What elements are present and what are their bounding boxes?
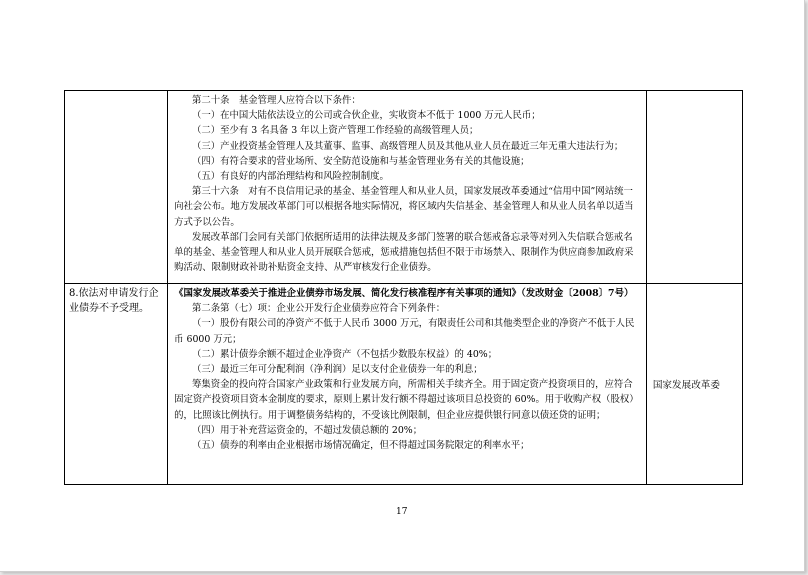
paragraph: （一）股份有限公司的净资产不低于人民币 3000 万元，有限责任公司和其他类型企业的净资产不低于人民币 6000 万元； — [174, 318, 635, 345]
paragraph: 筹集资金的投向符合国家产业政策和行业发展方向，所需相关手续齐全。用于固定资产投资项目的，应符合固定资产投资项目资本金制度的要求，原则上累计发行额不得超过该项目总投资的 60%。用于收购产权（股权）的，比照该比例执行。用于调整债务结构的，不受该比例限制，但企业应提供银行同意以债还贷的证明； — [174, 379, 639, 421]
paragraph: 发展改革部门会同有关部门依据所适用的法律法规及多部门签署的联合惩戒备忘录等对列入失信联合惩戒名单的基金、基金管理人和从业人员开展联合惩戒，惩戒措施包括但不限于市场禁入、限制作为供应商参加政府采购活动、限制财政补助补贴资金支持、从严审核发行企业债券。 — [174, 231, 634, 274]
paragraph: （三）产业投资基金管理人及其董事、监事、高级管理人员及其他从业人员在最近三年无重大违法行为； — [192, 140, 624, 152]
paragraph: （二）至少有 3 名具备 3 年以上资产管理工作经验的高级管理人员； — [192, 125, 479, 137]
paragraph: （五）有良好的内部治理结构和风险控制制度。 — [192, 171, 389, 183]
paragraph: （二）累计债券余额不超过企业净资产（不包括少数股东权益）的 40%； — [192, 348, 498, 360]
document-heading: 《国家发展改革委关于推进企业债券市场发展、简化发行核准程序有关事项的通知》（发改财金〔2008〕7号） — [174, 288, 634, 299]
paragraph: （一）在中国大陆依法设立的公司或合伙企业，实收资本不低于 1000 万元人民币； — [192, 110, 541, 122]
table-row — [65, 91, 743, 284]
paragraph: 第二条第（七）项：企业公开发行企业债券应符合下列条件： — [192, 303, 446, 315]
paragraph: 第三十六条 对有不良信用记录的基金、基金管理人和从业人员，国家发展改革委通过“信用中国”网站统一向社会公布。地方发展改革部门可以根据各地实际情况，将区域内失信基金、基金管理人和从业人员名单以适当方式予以公告。 — [174, 186, 634, 228]
paragraph: 第二十条 基金管理人应符合以下条件： — [192, 95, 361, 106]
authority-cell: 国家发展改革委 — [646, 284, 742, 485]
paragraph: （五）债券的利率由企业根据市场情况确定，但不得超过国务院限定的利率水平； — [192, 440, 530, 452]
table-row — [65, 284, 743, 485]
paragraph: （四）有符合要求的营业场所、安全防范设施和与基金管理业务有关的其他设施； — [192, 155, 530, 167]
paragraph: （三）最近三年可分配利润（净利润）足以支付企业债券一年的利息； — [192, 364, 483, 376]
regulation-table — [64, 90, 743, 485]
paragraph: （四）用于补充营运资金的，不超过发债总额的 20%； — [192, 424, 423, 436]
authority-cell — [646, 91, 742, 284]
page-number: 17 — [396, 507, 408, 517]
basis-cell — [168, 91, 647, 284]
basis-cell — [168, 284, 647, 485]
item-cell: 8.依法对申请发行企业债券不予受理。 — [65, 284, 168, 485]
item-cell — [65, 91, 168, 284]
